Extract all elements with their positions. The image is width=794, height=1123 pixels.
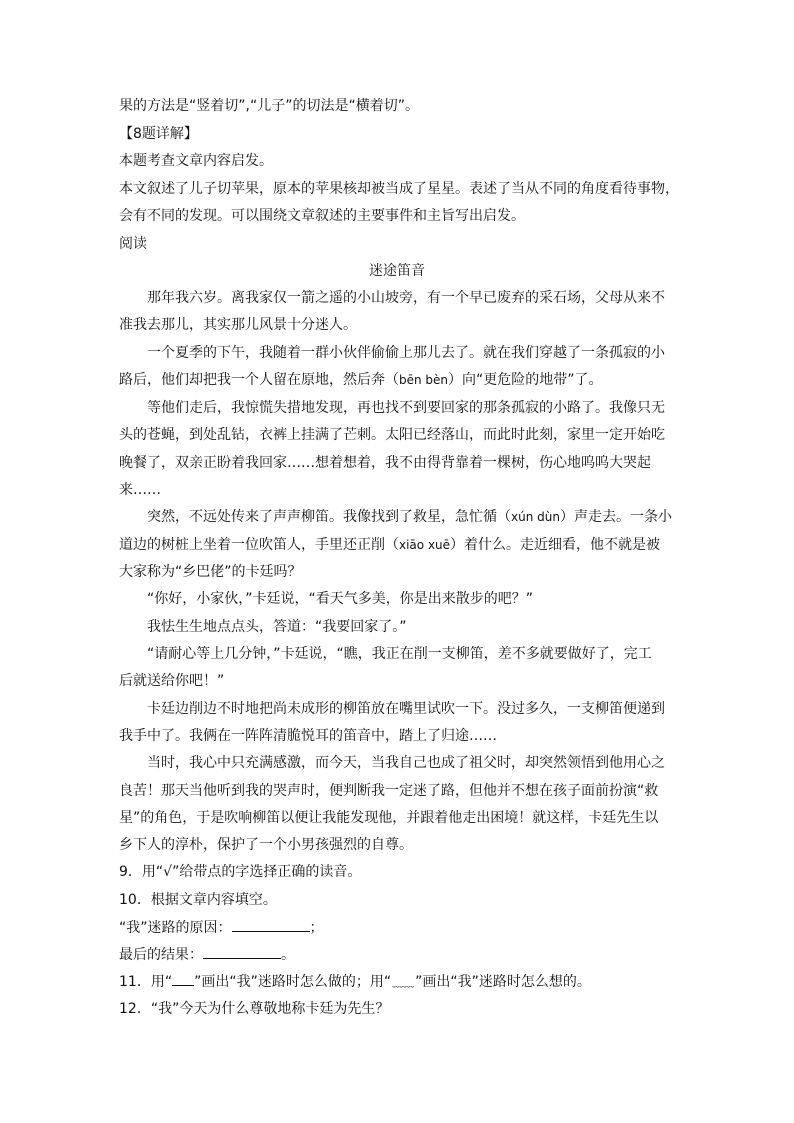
text-line: 我手中了。我俩在一阵阵清脆悦耳的笛音中，踏上了归途…… bbox=[119, 728, 497, 744]
text-line: 我怯生生地点点头，答道：“我要回家了。” bbox=[147, 619, 407, 635]
question-9: 9．用“√”给带点的字选择正确的读音。 bbox=[119, 864, 362, 880]
text-line: 果的方法是“竖着切”,“儿子”的切法是“横着切”。 bbox=[119, 98, 419, 114]
pinyin-options: bēn bèn bbox=[399, 373, 449, 387]
pinyin-options: xún dùn bbox=[511, 510, 560, 524]
text-segment: ”画出“我”迷路时怎么做的；用“ bbox=[194, 974, 392, 990]
text-line: 本文叙述了儿子切苹果，原本的苹果核却被当成了星星。表述了当从不同的角度看待事物， bbox=[119, 181, 679, 197]
text-segment: 路后，他们却把我一个人留在原地，然后奔（ bbox=[119, 372, 399, 388]
text-segment: 道边的树桩上坐着一位吹笛人，手里还正削（ bbox=[119, 537, 399, 553]
question-12: 12．“我”今天为什么尊敬地称卡廷为先生？ bbox=[119, 1001, 390, 1017]
section-label: 阅读 bbox=[119, 236, 147, 252]
text-line: 本题考查文章内容启发。 bbox=[119, 153, 273, 169]
text-line: 大家称为“乡巴佬”的卡廷吗？ bbox=[119, 564, 302, 580]
text-line: 来…… bbox=[119, 482, 161, 498]
article-title: 迷途笛音 bbox=[369, 263, 425, 279]
text-line: 当时，我心中只充满感激，而今天，当我自己也成了祖父时，却突然领悟到他用心之 bbox=[147, 755, 665, 771]
text-line: 准我去那儿，其实那儿风景十分迷人。 bbox=[119, 317, 357, 333]
text-line bbox=[119, 535, 660, 557]
section-heading: 【8题详解】 bbox=[119, 126, 198, 142]
fill-line-reason bbox=[119, 917, 324, 939]
text-line: 卡廷边削边不时地把尚未成形的柳笛放在嘴里试吹一下。没过多久，一支柳笛便递到 bbox=[147, 701, 665, 717]
text-segment: ）着什么。走近细看，他不就是被 bbox=[450, 537, 661, 553]
text-segment: ）向“更危险的地带”了。 bbox=[448, 372, 603, 388]
straight-underline-mark bbox=[172, 973, 194, 986]
text-line: 那年我六岁。离我家仅一箭之遥的小山坡旁，有一个早已废弃的采石场，父母从来不 bbox=[147, 290, 665, 306]
text-segment: 突然，不远处传来了声声柳笛。我像找到了救星，急忙循（ bbox=[147, 509, 511, 525]
text-segment: ）声走去。一条小 bbox=[559, 509, 672, 525]
pinyin-options: xiāo xuē bbox=[399, 538, 451, 552]
text-line: 晚餐了，双亲正盼着我回家……想着想着，我不由得背靠着一棵树，伤心地呜呜大哭起 bbox=[119, 455, 651, 471]
text-segment: 11．用“ bbox=[119, 974, 173, 990]
fill-line-result bbox=[119, 944, 295, 966]
answer-blank[interactable] bbox=[232, 917, 310, 932]
text-line bbox=[147, 507, 672, 529]
text-line: “请耐心等上几分钟，”卡廷说，“瞧，我正在削一支柳笛，差不多就要做好了，完工 bbox=[147, 646, 652, 662]
text-line: 等他们走后，我惊慌失措地发现，再也找不到要回家的那条孤寂的小路了。我像只无 bbox=[147, 400, 665, 416]
fill-label: 最后的结果： bbox=[119, 947, 203, 963]
text-line: 头的苍蝇，到处乱钻，衣裤上挂满了芒刺。太阳已经落山，而此时此刻，家里一定开始吃 bbox=[119, 427, 665, 443]
punctuation: ； bbox=[309, 920, 324, 936]
text-line: 良苦！那天当他听到我的哭声时，便判断我一定迷了路，但他并不想在孩子面前扮演“救 bbox=[119, 783, 659, 799]
punctuation: 。 bbox=[281, 947, 295, 963]
text-line bbox=[119, 370, 603, 392]
text-line: 会有不同的发现。可以围绕文章叙述的主要事件和主旨写出启发。 bbox=[119, 208, 525, 224]
text-line: 星”的角色，于是吹响柳笛以便让我能发现他，并跟着他走出困境！就这样，卡廷先生以 bbox=[119, 810, 659, 826]
question-10: 10．根据文章内容填空。 bbox=[119, 892, 277, 908]
text-line: 后就送给你吧！” bbox=[119, 673, 225, 689]
fill-label: “我”迷路的原因： bbox=[119, 920, 232, 936]
wavy-underline-mark: ﹏﹏ bbox=[392, 976, 415, 989]
text-line: 一个夏季的下午，我随着一群小伙伴偷偷上那儿去了。就在我们穿越了一条孤寂的小 bbox=[147, 345, 665, 361]
text-segment: ”画出“我”迷路时怎么想的。 bbox=[415, 974, 591, 990]
question-11 bbox=[119, 972, 591, 994]
text-line: 乡下人的淳朴，保护了一个小男孩强烈的自尊。 bbox=[119, 837, 413, 853]
text-line: “你好，小家伙，”卡廷说，“看天气多美，你是出来散步的吧？” bbox=[147, 591, 534, 607]
answer-blank[interactable] bbox=[203, 944, 281, 959]
